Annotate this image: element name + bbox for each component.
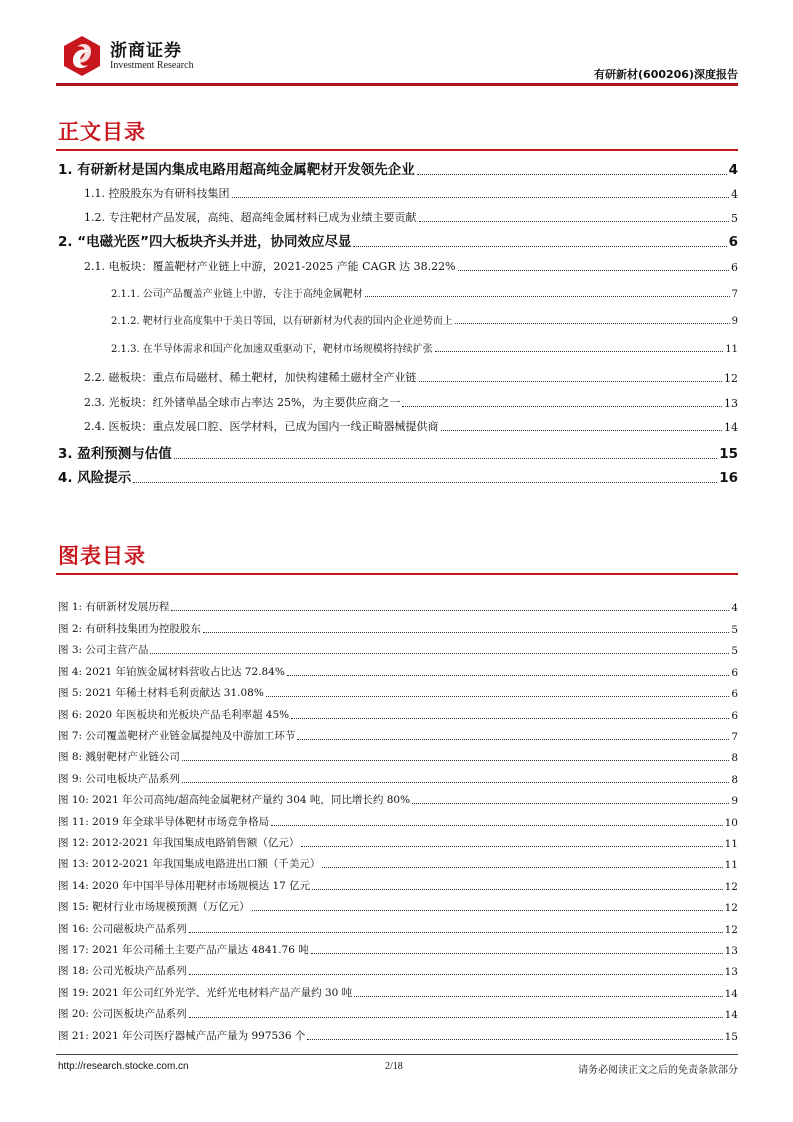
toc-entry-text: 2.2. 磁板块：重点布局磁材、稀土靶材，加快构建稀土磁材全产业链 [84, 371, 417, 384]
figure-entry[interactable] [58, 942, 738, 957]
figure-list-title-divider [56, 573, 738, 575]
figure-entry[interactable] [58, 642, 738, 657]
figure-entry-page: 10 [724, 817, 738, 829]
brand-name-cn: 浙商证券 [110, 41, 182, 61]
toc-entry-2-1-3[interactable] [111, 340, 738, 355]
page-header [56, 30, 738, 84]
toc-entry-4[interactable] [58, 468, 738, 486]
toc-entry-2-4[interactable] [84, 418, 738, 434]
figure-entry[interactable] [58, 814, 738, 829]
toc-entry-text: 4. 风险提示 [58, 470, 132, 486]
figure-entry[interactable] [58, 621, 738, 636]
footer-divider [56, 1054, 738, 1055]
figure-entry-page: 12 [724, 924, 738, 936]
figure-entry-text: 图 11: 2019 年全球半导体靶材市场竞争格局 [58, 816, 270, 828]
footer-disclaimer: 请务必阅读正文之后的免责条款部分 [578, 1065, 738, 1076]
toc-entry-2-3[interactable] [84, 394, 738, 410]
figure-entry-text: 图 12: 2012-2021 年我国集成电路销售额（亿元） [58, 837, 300, 849]
figure-entry-text: 图 14: 2020 年中国半导体用靶材市场规模达 17 亿元 [58, 880, 311, 892]
toc-entry-page: 7 [731, 289, 738, 300]
figure-entry-page: 13 [724, 966, 738, 978]
figure-entry[interactable] [58, 685, 738, 700]
figure-entry-text: 图 9: 公司电板块产品系列 [58, 773, 180, 785]
toc-entry-text: 2.1. 电板块：覆盖靶材产业链上中游，2021-2025 产能 CAGR 达 38.22% [84, 260, 456, 273]
figure-entry-text: 图 1: 有研新材发展历程 [58, 601, 170, 613]
figure-entry-text: 图 16: 公司磁板块产品系列 [58, 923, 187, 935]
figure-entry[interactable] [58, 792, 738, 807]
toc-entry-text: 1. 有研新材是国内集成电路用超高纯金属靶材开发领先企业 [58, 162, 415, 178]
toc-entry-2-1-1[interactable] [111, 285, 738, 300]
toc-entry-page: 6 [728, 234, 738, 250]
toc-entry-text: 1.1. 控股股东为有研科技集团 [84, 187, 230, 200]
figure-entry-page: 6 [731, 688, 738, 700]
toc-entry-text: 2.1.2. 靶材行业高度集中于美日等国，以有研新材为代表的国内企业逆势而上 [111, 316, 453, 327]
toc-title: 正文目录 [58, 120, 146, 144]
figure-entry-page: 5 [731, 645, 738, 657]
figure-entry-text: 图 4: 2021 年铂族金属材料营收占比达 72.84% [58, 666, 285, 678]
toc-title-divider [56, 149, 738, 151]
toc-entry-text: 1.2. 专注靶材产品发展，高纯、超高纯金属材料已成为业绩主要贡献 [84, 211, 417, 224]
brand-logo-icon [60, 34, 104, 78]
toc-entry-2-2[interactable] [84, 369, 738, 385]
figure-entry[interactable] [58, 1028, 738, 1043]
toc-entry-page: 11 [725, 344, 738, 355]
header-divider [56, 83, 738, 86]
figure-entry[interactable] [58, 771, 738, 786]
figure-entry[interactable] [58, 985, 738, 1000]
toc-entry-2-1-2[interactable] [111, 312, 738, 327]
toc-entry-page: 16 [719, 470, 738, 486]
toc-entry-text: 2.4. 医板块：重点发展口腔、医学材料，已成为国内一线正畸器械提供商 [84, 420, 439, 433]
toc-entry-page: 4 [731, 188, 738, 201]
figure-entry-text: 图 13: 2012-2021 年我国集成电路进出口额（千美元） [58, 858, 321, 870]
toc-entry-2-1[interactable] [84, 258, 738, 274]
figure-entry-text: 图 15: 靶材行业市场规模预测（万亿元） [58, 901, 250, 913]
figure-entry[interactable] [58, 921, 738, 936]
figure-entry-page: 4 [731, 602, 738, 614]
toc-entry-page: 15 [719, 446, 738, 462]
footer-url-link[interactable]: http://research.stocke.com.cn [58, 1061, 189, 1072]
figure-entry-text: 图 6: 2020 年医板块和光板块产品毛利率超 45% [58, 709, 290, 721]
figure-entry-page: 14 [724, 988, 738, 1000]
toc-entry-3[interactable] [58, 444, 738, 462]
figure-entry-page: 6 [731, 667, 738, 679]
toc-entry-page: 6 [731, 261, 738, 274]
figure-entry-text: 图 18: 公司光板块产品系列 [58, 965, 187, 977]
figure-entry-text: 图 8: 溅射靶材产业链公司 [58, 751, 180, 763]
figure-entry[interactable] [58, 963, 738, 978]
figure-entry-page: 11 [724, 859, 738, 871]
toc-entry-text: 3. 盈利预测与估值 [58, 446, 172, 462]
page-number: 2/18 [385, 1061, 403, 1072]
figure-entry-page: 8 [731, 774, 738, 786]
figure-entry[interactable] [58, 599, 738, 614]
figure-entry-text: 图 3: 公司主营产品 [58, 644, 149, 656]
toc-entry-page: 13 [724, 397, 738, 410]
figure-entry[interactable] [58, 664, 738, 679]
figure-entry-text: 图 21: 2021 年公司医疗器械产品产量为 997536 个 [58, 1030, 306, 1042]
toc-entry-text: 2. “电磁光医”四大板块齐头并进，协同效应尽显 [58, 234, 352, 250]
figure-entry-page: 5 [731, 624, 738, 636]
figure-entry[interactable] [58, 749, 738, 764]
figure-entry-text: 图 20: 公司医板块产品系列 [58, 1008, 187, 1020]
figure-entry-page: 15 [724, 1031, 738, 1043]
figure-entry-text: 图 7: 公司覆盖靶材产业链金属提纯及中游加工环节 [58, 730, 296, 742]
figure-entry-text: 图 2: 有研科技集团为控股股东 [58, 623, 201, 635]
toc-entry-text: 2.3. 光板块：红外锗单晶全球市占率达 25%，为主要供应商之一 [84, 396, 401, 409]
toc-entry-1-2[interactable] [84, 209, 738, 225]
toc-entry-text: 2.1.3. 在半导体需求和国产化加速双重驱动下，靶材市场规模将持续扩张 [111, 344, 433, 355]
toc-entry-page: 12 [724, 372, 738, 385]
figure-entry-text: 图 10: 2021 年公司高纯/超高纯金属靶材产量约 304 吨，同比增长约 80% [58, 794, 411, 806]
brand-name-en: Investment Research [110, 60, 194, 71]
figure-entry-page: 6 [731, 710, 738, 722]
figure-entry-page: 12 [724, 902, 738, 914]
figure-list-title: 图表目录 [58, 544, 146, 568]
figure-entry-page: 13 [724, 945, 738, 957]
figure-entry[interactable] [58, 835, 738, 850]
toc-entry-text: 2.1.1. 公司产品覆盖产业链上中游，专注于高纯金属靶材 [111, 289, 363, 300]
figure-entry-page: 11 [724, 838, 738, 850]
figure-entry-page: 7 [731, 731, 738, 743]
figure-entry-page: 8 [731, 752, 738, 764]
toc-entry-2[interactable] [58, 232, 738, 250]
figure-entry[interactable] [58, 899, 738, 914]
report-title: 有研新材(600206)深度报告 [594, 68, 738, 81]
figure-entry[interactable] [58, 728, 738, 743]
figure-entry-text: 图 17: 2021 年公司稀土主要产品产量达 4841.76 吨 [58, 944, 309, 956]
toc-entry-page: 5 [731, 212, 738, 225]
toc-entry-1[interactable] [58, 160, 738, 178]
toc-entry-page: 4 [728, 162, 738, 178]
figure-entry[interactable] [58, 1006, 738, 1021]
figure-entry-text: 图 19: 2021 年公司红外光学、光纤光电材料产品产量约 30 吨 [58, 987, 353, 999]
figure-entry[interactable] [58, 878, 738, 893]
toc-entry-page: 14 [724, 421, 738, 434]
figure-entry-page: 14 [724, 1009, 738, 1021]
figure-entry-page: 9 [731, 795, 738, 807]
toc-entry-page: 9 [731, 316, 738, 327]
figure-entry-page: 12 [724, 881, 738, 893]
figure-entry[interactable] [58, 856, 738, 871]
figure-entry[interactable] [58, 707, 738, 722]
figure-entry-text: 图 5: 2021 年稀土材料毛利贡献达 31.08% [58, 687, 264, 699]
toc-entry-1-1[interactable] [84, 185, 738, 201]
